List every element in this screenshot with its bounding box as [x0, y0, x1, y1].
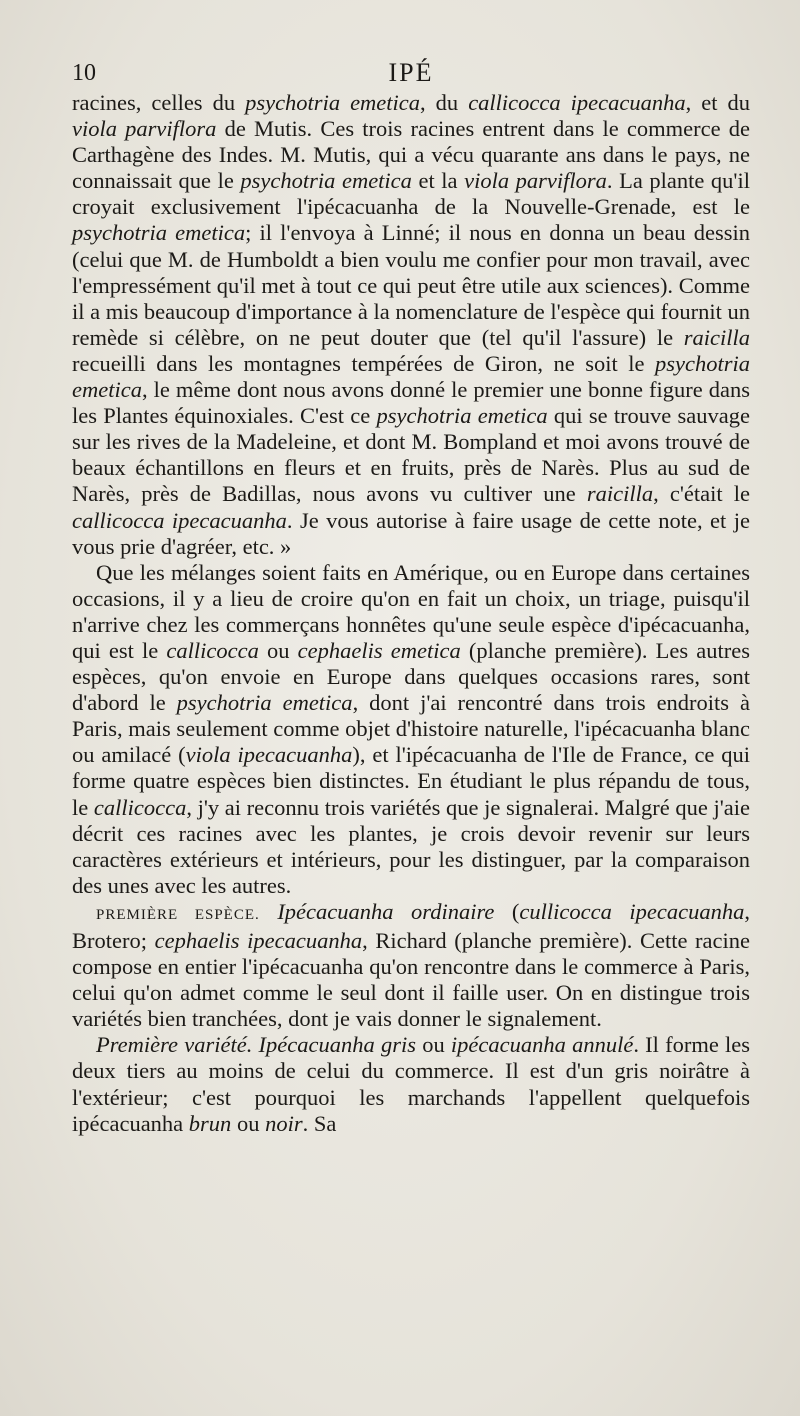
paragraph: [72, 1032, 750, 1136]
text-run: ; il l'envoya à Linné; il nous en donna un beau dessin (celui que M. de Humboldt a bien voulu me confier pour mon travail, avec l'empressément qu'il met à tout ce qui peut être utile aux sciences). Comme il a mis beaucoup d'importance à la nomenclature de l'espèce qui fournit un remède si célèbre, on ne peut douter que (tel qu'il l'assure) le: [72, 220, 750, 350]
italic-term: viola ipecacuanha: [185, 742, 353, 768]
italic-term: cephaelis emetica: [297, 637, 461, 663]
italic-term: raicilla: [683, 324, 750, 350]
text-run: ou: [258, 637, 298, 663]
paragraph: [72, 560, 750, 899]
italic-term: psychotria emetica: [240, 168, 412, 194]
italic-term: viola parviflora: [72, 116, 217, 142]
italic-term: cullicocca ipecacuanha: [519, 898, 745, 924]
italic-term: callicocca: [166, 637, 259, 663]
italic-term: brun: [188, 1110, 232, 1136]
italic-term: cephaelis ipecacuanha: [154, 928, 363, 953]
text-run: , Brotero;: [72, 898, 750, 953]
text-run: . Je vous autorise à faire usage de cette note, et je vous prie d'agréer, etc. »: [72, 507, 750, 559]
text-run: (: [494, 898, 520, 924]
section-label: PREMIÈRE ESPÈCE.: [96, 906, 260, 923]
italic-term: callicocca ipecacuanha: [72, 507, 287, 533]
text-run: , j'y ai reconnu trois variétés que je signalerai. Malgré que j'aie décrit ces racines avec les plantes, je crois devoir revenir sur leurs caractères extérieurs et intérieurs, pour les distinguer, par la comparaison des unes avec les autres.: [72, 794, 750, 898]
text-run: racines, celles du: [72, 90, 246, 115]
text-run: . Il forme les deux tiers au moins de celui du commerce. Il est d'un gris noirâtre à l'extérieur; c'est pourquoi les marchands l'appellent quelquefois ipécacuanha: [72, 1032, 751, 1136]
italic-term: raicilla: [586, 481, 654, 507]
paragraph: [72, 899, 750, 1032]
text-run: , le même dont nous avons donné le premier une bonne figure dans les Plantes équinoxiales. C'est ce: [72, 377, 750, 429]
italic-term: noir: [265, 1110, 303, 1136]
text-run: . La plante qu'il croyait exclusivement l'ipécacuanha de la Nouvelle-Grenade, est le: [72, 168, 750, 220]
text-run: et la: [411, 168, 465, 194]
italic-term: callicocca ipecacuanha: [468, 90, 686, 115]
body-text: [72, 90, 750, 1137]
italic-term: psychotria emetica: [376, 403, 548, 429]
text-run: , dont j'ai rencontré dans trois endroits à Paris, mais seulement comme objet d'histoire naturelle, l'ipécacuanha blanc ou amilacé (: [72, 690, 750, 768]
text-run: ou: [415, 1032, 451, 1058]
italic-term: Ipécacuanha ordinaire: [277, 898, 495, 924]
text-run: ou: [231, 1110, 266, 1136]
text-run: , du: [420, 90, 469, 115]
text-run: ), et l'ipécacuanha de l'Ile de France, ce qui forme quatre espèces bien distinctes. En étudiant le plus répandu de tous, le: [72, 742, 751, 820]
italic-term: callicocca: [93, 794, 187, 820]
text-run: . Sa: [302, 1110, 337, 1136]
running-title: IPÉ: [388, 58, 434, 87]
text-run: [260, 899, 278, 924]
text-run: , Richard (planche première). Cette racine compose en entier l'ipécacuanha qu'on rencontre dans le commerce à Paris, celui qu'on admet comme le seul dont il faille user. On en distingue trois variétés bien tranchées, dont je vais donner le signalement.: [72, 928, 750, 1032]
italic-term: viola parviflora: [464, 168, 607, 194]
running-head: [72, 58, 750, 88]
italic-term: ipécacuanha annulé: [450, 1032, 634, 1058]
text-run: recueilli dans les montagnes tempérées de Giron, ne soit le: [72, 350, 655, 376]
italic-term: psychotria emetica: [72, 350, 750, 403]
text-run: , et du: [685, 90, 750, 115]
italic-term: psychotria emetica: [176, 690, 353, 716]
page-number: 10: [72, 60, 96, 86]
italic-term: Première variété. Ipécacuanha gris: [96, 1032, 416, 1058]
italic-term: psychotria emetica: [72, 220, 246, 246]
text-run: (planche première). Les autres espèces, qu'on envoie en Europe dans quelques occasions rares, sont d'abord le: [72, 637, 751, 716]
text-run: de Mutis. Ces trois racines entrent dans le commerce de Carthagène des Indes. M. Mutis, qui a vécu quarante ans dans le pays, ne connaissait que le: [72, 116, 750, 194]
italic-term: psychotria emetica: [245, 90, 421, 115]
text-run: qui se trouve sauvage sur les rives de la Madeleine, et dont M. Bompland et moi avons trouvé de beaux échantillons en fleurs et en fruits, près de Narès. Plus au sud de Narès, près de Badillas, nous avons vu cultiver une: [72, 403, 750, 507]
text-run: Que les mélanges soient faits en Amérique, ou en Europe dans certaines occasions, il y a lieu de croire qu'on en fait un choix, un triage, puisqu'il n'arrive chez les commerçans honnêtes qu'une seule espèce d'ipécacuanha, qui est le: [72, 559, 750, 663]
text-run: , c'était le: [653, 481, 750, 507]
paragraph: [72, 90, 750, 560]
